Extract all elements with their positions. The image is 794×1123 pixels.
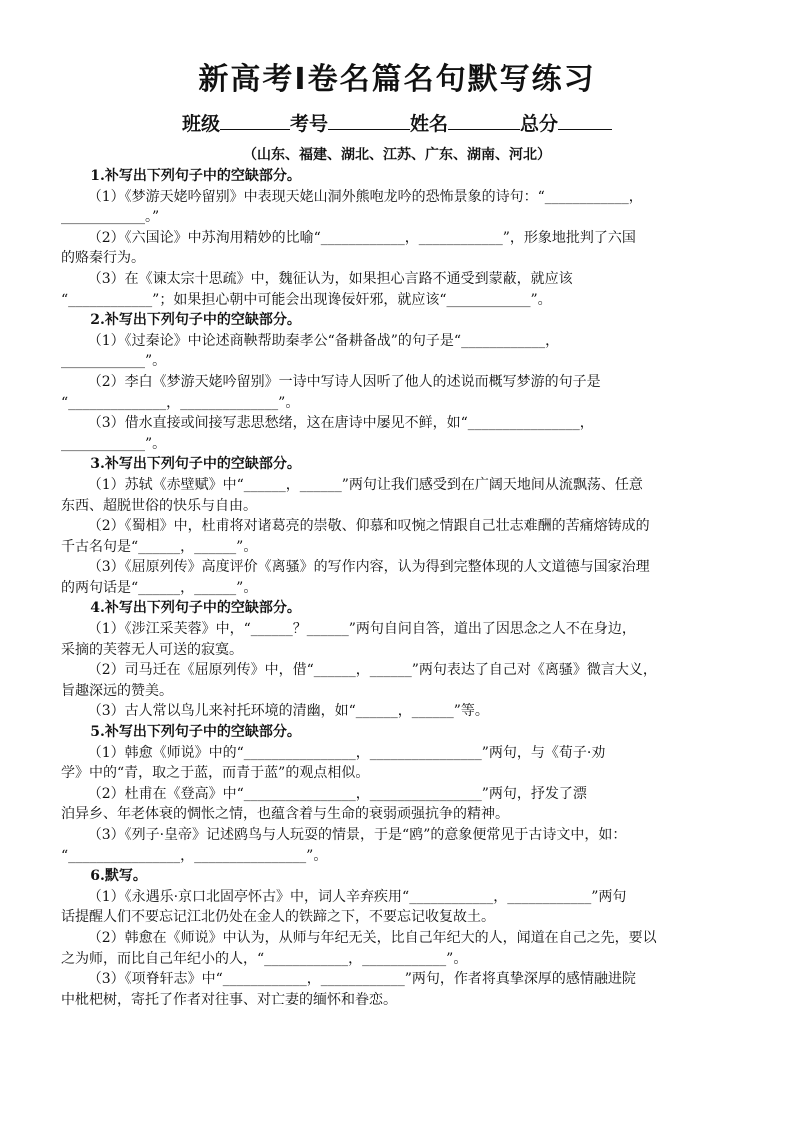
- question-line: （2）李白《梦游天姥吟留别》一诗中写诗人因听了他人的述说而概写梦游的句子是: [61, 373, 601, 390]
- section-heading: 5.补写出下列句子中的空缺部分。: [61, 724, 301, 741]
- question-line: （3）《列子·皇帝》记述鸥鸟与人玩耍的情景，于是“鸥”的意象便常见于古诗文中，如：: [61, 827, 627, 843]
- question-line: （2）《蜀相》中，杜甫将对诸葛亮的崇敬、仰慕和叹惋之情跟自己壮志难酬的苦痛熔铸成的: [61, 518, 650, 535]
- question-line: （3）古人常以鸟儿来衬托环境的清幽，如“______，______”等。: [61, 703, 489, 720]
- question-line: “________________，________________”。: [61, 847, 328, 864]
- question-line: （3）《屈原列传》高度评价《离骚》的写作内容，认为得到完整体现的人文道德与国家治理: [61, 559, 650, 576]
- question-line: 话提醒人们不要忘记江北仍处在金人的铁蹄之下，不要忘记收复故土。: [61, 909, 495, 926]
- class-blank[interactable]: [220, 110, 290, 130]
- class-label: 班级: [181, 113, 220, 135]
- name-blank[interactable]: [448, 110, 520, 130]
- question-line: ____________”。: [61, 353, 167, 370]
- question-line: 中枇杷树，寄托了作者对往事、对亡妻的缅怀和眷恋。: [61, 991, 397, 1008]
- question-line: 学》中的“青，取之于蓝，而青于蓝”的观点相似。: [61, 765, 370, 782]
- score-blank[interactable]: [558, 110, 612, 130]
- question-line: 的赂秦行为。: [61, 250, 145, 267]
- number-blank[interactable]: [328, 110, 410, 130]
- page-title: 新高考Ⅰ卷名篇名句默写练习: [198, 62, 596, 97]
- question-line: （3）在《谏太宗十思疏》中，魏征认为，如果担心言路不通受到蒙蔽，就应该: [61, 270, 573, 287]
- question-line: “______________，______________”。: [61, 394, 300, 411]
- question-line: 采摘的芙蓉无人可送的寂寞。: [61, 641, 243, 658]
- question-line: 的两句话是“______，______”。: [61, 579, 258, 596]
- number-label: 考号: [289, 113, 328, 135]
- question-line: （3）《项脊轩志》中“____________，____________”两句，作者将真挚深厚的感情融进院: [61, 971, 636, 988]
- score-label: 总分: [520, 113, 559, 135]
- question-line: （2）《六国论》中苏洵用精妙的比喻“____________，____________”，形象地批判了六国: [61, 229, 636, 246]
- question-line: 之为师，而比自己年纪小的人，“____________，____________”。: [61, 950, 468, 967]
- name-label: 姓名: [410, 113, 449, 135]
- question-line: （2）杜甫在《登高》中“________________，________________”两句，抒发了漂: [61, 785, 587, 802]
- section-heading: 4.补写出下列句子中的空缺部分。: [61, 600, 301, 617]
- question-line: ____________”。: [61, 435, 167, 452]
- question-line: （1）《涉江采芙蓉》中，“______？______”两句自问自答，道出了因思念之人不在身边，: [61, 621, 636, 638]
- question-line: （1）苏轼《赤壁赋》中“______，______”两句让我们感受到在广阔天地间从流飘荡、任意: [61, 476, 643, 493]
- question-line: （1）《梦游天姥吟留别》中表现天姥山洞外熊咆龙吟的恐怖景象的诗句：“____________，: [61, 188, 643, 205]
- section-heading: 6.默写。: [61, 868, 147, 885]
- section-heading: 1.补写出下列句子中的空缺部分。: [61, 168, 301, 184]
- question-line: （1）韩愈《师说》中的“________________，________________”两句，与《荀子·劝: [61, 744, 606, 761]
- question-line: （1）《永遇乐·京口北固亭怀古》中，词人辛弃疾用“____________，____________”两句: [61, 888, 627, 905]
- question-line: 千古名句是“______，______”。: [61, 538, 258, 555]
- student-info-header: [0, 110, 794, 138]
- question-line: 旨趣深远的赞美。: [61, 682, 173, 699]
- question-line: 东西、超脱世俗的快乐与自由。: [61, 497, 257, 514]
- question-line: （1）《过秦论》中论述商鞅帮助秦孝公“备耕备战”的句子是“____________，: [61, 332, 560, 349]
- section-heading: 3.补写出下列句子中的空缺部分。: [61, 456, 301, 473]
- regions-subtitle: （山东、福建、湖北、江苏、广东、湖南、河北）: [243, 147, 551, 163]
- question-line: “____________”；如果担心朝中可能会出现谗佞奸邪，就应该“____________”。: [61, 291, 552, 308]
- question-line: （2）司马迁在《屈原列传》中，借“______，______”两句表达了自己对《离骚》微言大义，: [61, 662, 657, 679]
- question-line: ____________。”: [61, 209, 160, 226]
- exercise-body: [61, 166, 733, 1010]
- question-line: （3）借水直接或间接写悲思愁绪，这在唐诗中屡见不鲜，如“________________，: [61, 415, 594, 432]
- question-line: （2）韩愈在《师说》中认为，从师与年纪无关，比自己年纪大的人，闻道在自己之先，要以: [61, 929, 657, 946]
- section-heading: 2.补写出下列句子中的空缺部分。: [61, 312, 301, 329]
- question-line: 泊异乡、年老体衰的惆怅之情，也蕴含着与生命的衰弱顽强抗争的精神。: [61, 806, 509, 823]
